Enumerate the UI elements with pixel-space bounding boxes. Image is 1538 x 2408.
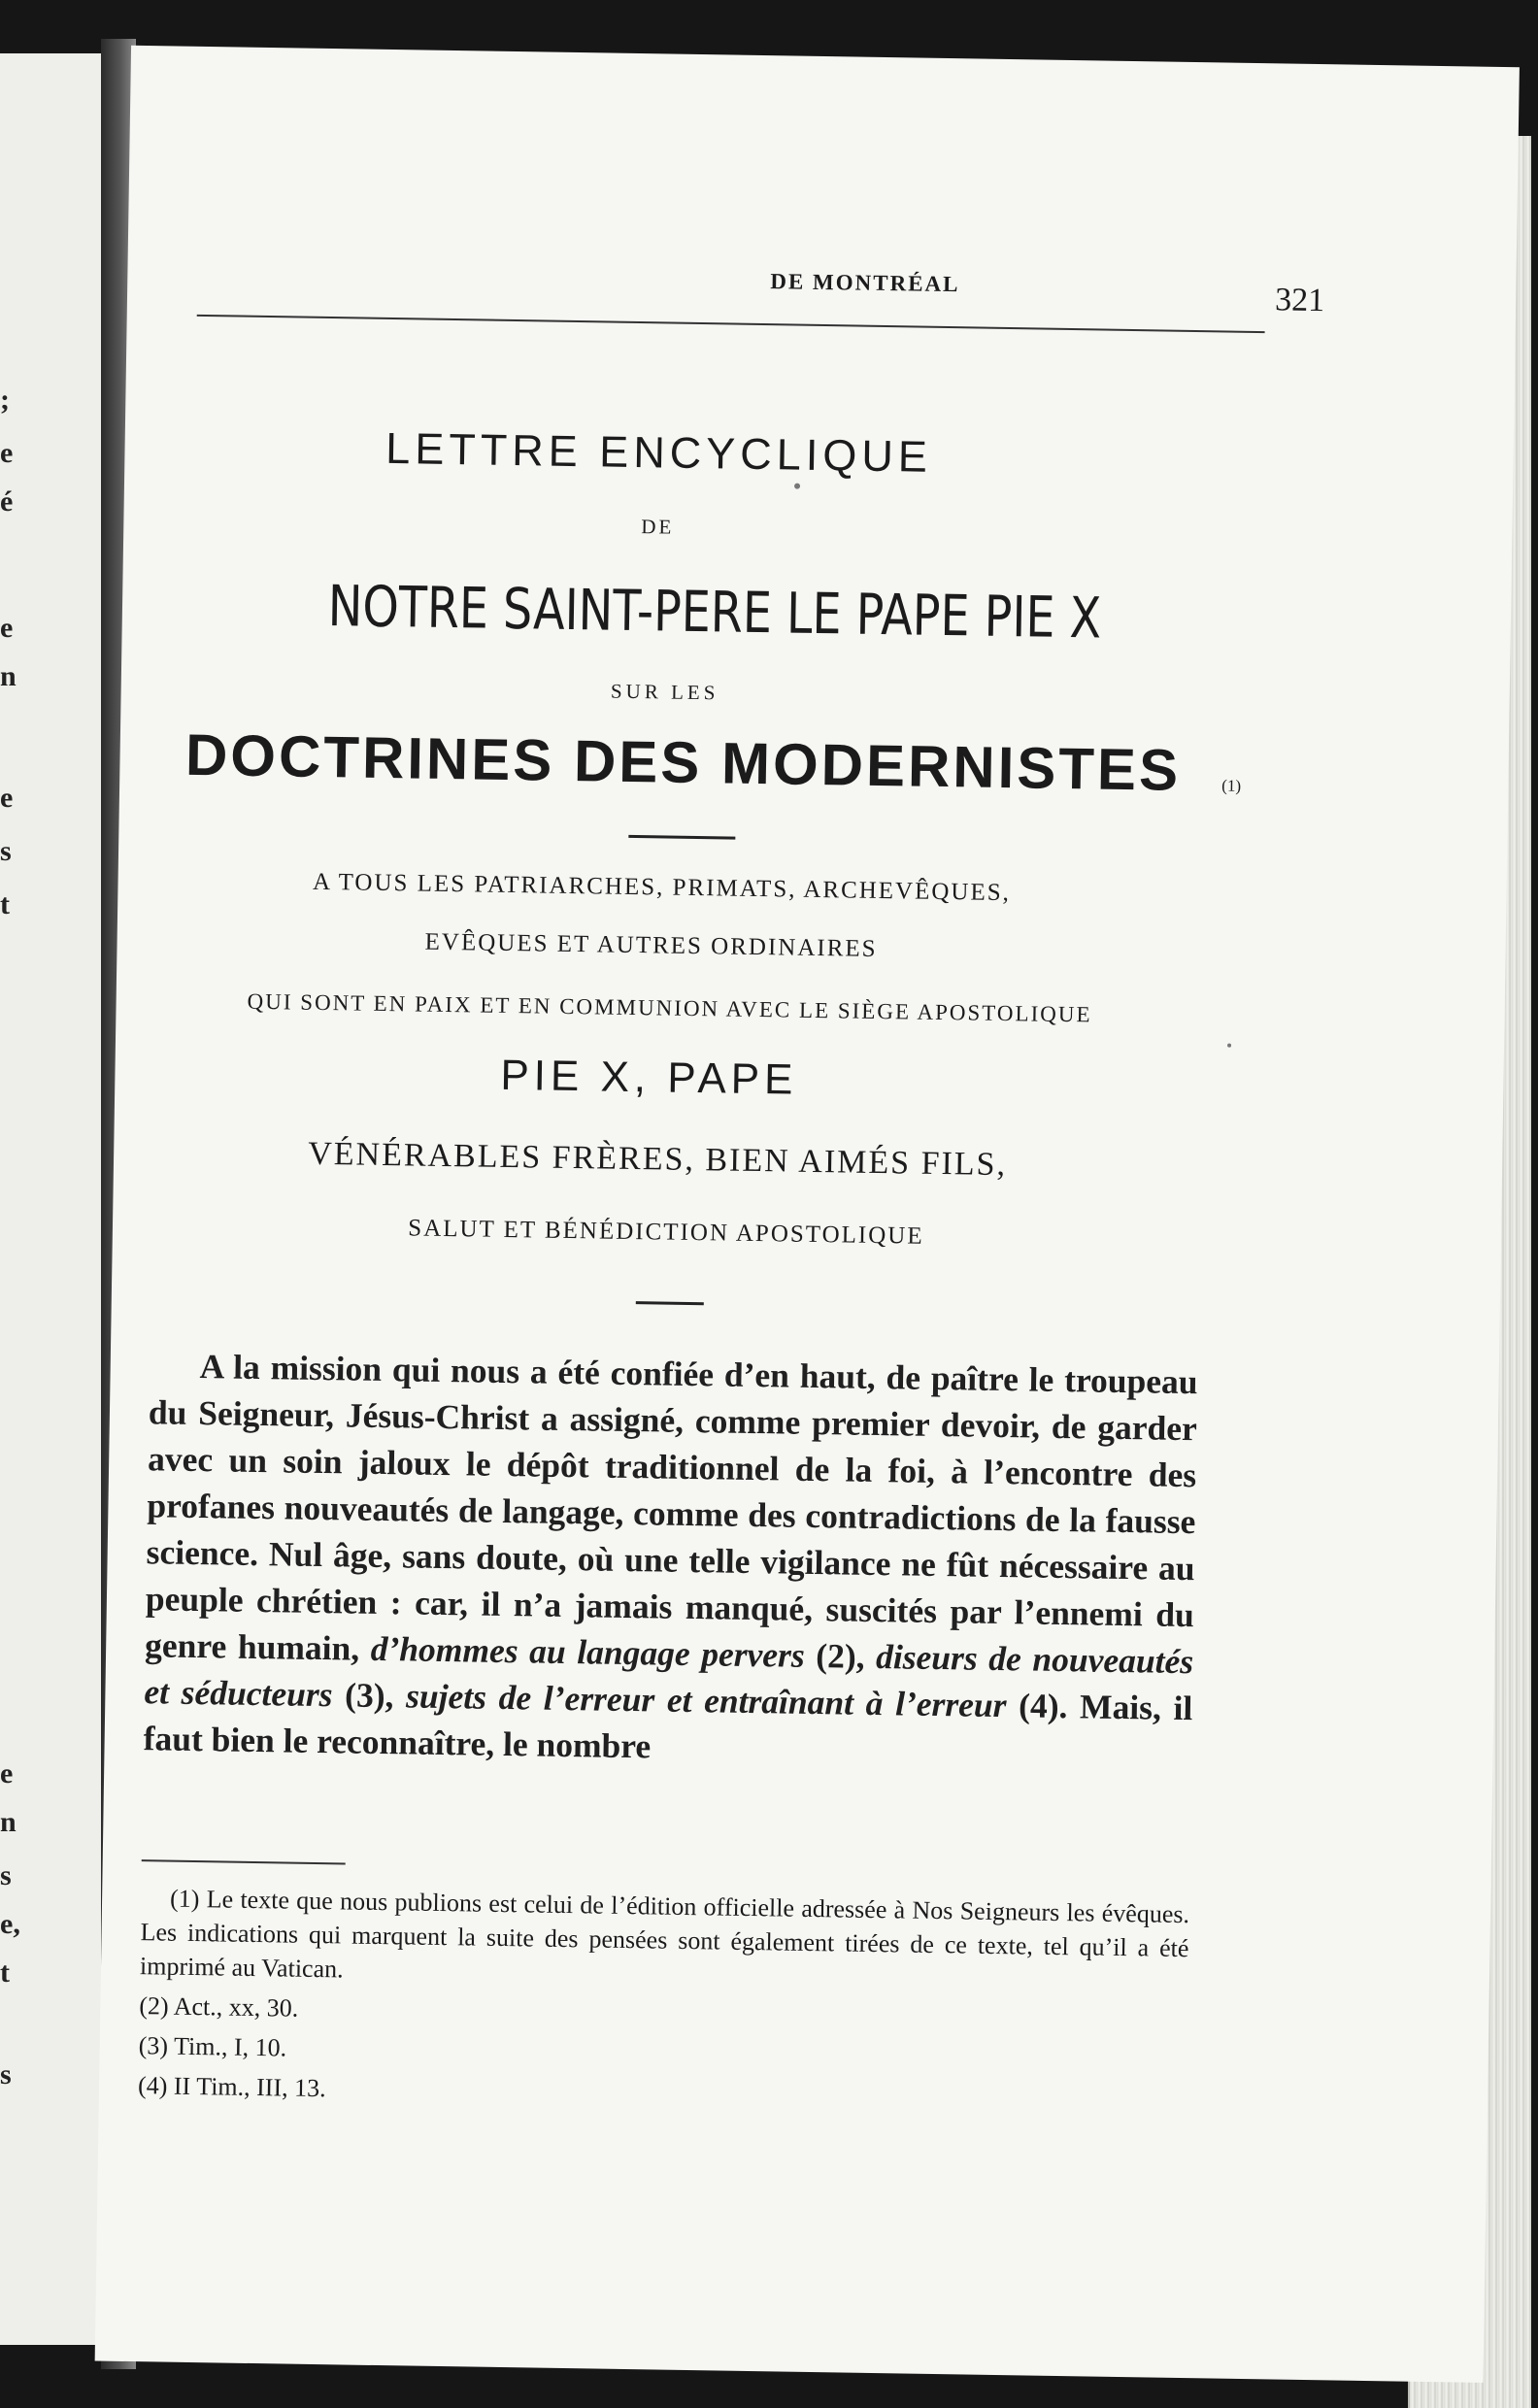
salutation-venerables: VÉNÉRABLES FRÈRES, BIEN AIMÉS FILS,	[307, 1135, 1008, 1184]
title-lettre-encyclique: LETTRE ENCYCLIQUE	[384, 422, 933, 482]
section-divider	[636, 1301, 704, 1305]
facing-page-char: s	[0, 1859, 12, 1891]
running-head: DE MONTRÉAL	[770, 269, 960, 297]
page-header	[197, 260, 1325, 345]
title-de: DE	[641, 515, 675, 539]
body-italic-quote: sujets de l’erreur et entraînant à l’erreur	[405, 1676, 1007, 1725]
facing-page-char: e	[0, 782, 14, 814]
facing-page-char: t	[0, 1956, 10, 1989]
title-divider	[628, 835, 735, 840]
facing-page-edge	[0, 53, 111, 2345]
address-line-2: EVÊQUES ET AUTRES ORDINAIRES	[424, 928, 878, 962]
body-paragraph	[143, 1342, 1198, 1778]
facing-page-char: s	[0, 835, 12, 867]
footnotes	[138, 1881, 1189, 2119]
dust-speck	[1227, 1044, 1231, 1048]
address-line-3: QUI SONT EN PAIX ET EN COMMUNION AVEC LE SIÈGE APOSTOLIQUE	[247, 988, 1092, 1027]
facing-page-char: e	[0, 612, 14, 644]
footnote-rule	[142, 1859, 346, 1864]
address-line-1: A TOUS LES PATRIARCHES, PRIMATS, ARCHEVÊQUES,	[312, 868, 1012, 907]
title-doctrines: DOCTRINES DES MODERNISTES	[184, 721, 1182, 803]
body-reference: (3),	[332, 1675, 407, 1716]
facing-page-char: t	[0, 888, 10, 920]
dust-speck	[794, 484, 800, 489]
header-rule	[197, 315, 1265, 333]
footnote-3: (3) Tim., I, 10.	[138, 2031, 287, 2062]
facing-page-char: e,	[0, 1908, 20, 1940]
facing-page-char: n	[0, 1806, 17, 1838]
salutation-blessing: SALUT ET BÉNÉDICTION APOSTOLIQUE	[408, 1215, 924, 1250]
body-italic-quote: d’hommes au langage pervers	[370, 1628, 806, 1675]
book-page	[95, 46, 1520, 2383]
facing-page-char: s	[0, 2058, 12, 2090]
facing-page-char: e	[0, 437, 14, 469]
body-text: (4). Mais, il faut bien le reconnaître, le nombre	[143, 1686, 1193, 1766]
facing-page-char: ;	[0, 384, 10, 416]
facing-page-char: é	[0, 485, 14, 518]
facing-page-char: e	[0, 1757, 14, 1789]
footnote-2: (2) Act., xx, 30.	[139, 1991, 299, 2023]
body-italic-quote: diseurs de nouveautés et séducteurs	[144, 1637, 1194, 1715]
footnote-4: (4) II Tim., III, 13.	[137, 2071, 326, 2103]
title-footnote-marker: (1)	[1221, 776, 1242, 795]
title-sur-les: SUR LES	[610, 679, 719, 705]
footnote-1: (1) Le texte que nous publions est celui de l’édition officielle adressée à Nos Seigneurs les évêques. Les indications qui marquent la suite des pensées sont également tirées de ce texte, tel qu’il a été imprimé au Vatican.	[139, 1884, 1190, 1984]
body-text: A la mission qui nous a été confiée d’en haut, de paître le troupeau du Seigneur, Jésus-Christ a assigné, comme premier devoir, de garder avec un soin jaloux le dépôt traditionnel de la foi, à l’encontre des profanes nouveautés de langage, comme des contradictions de la fausse science. Nul âge, sans doute, où une telle vigilance ne fût nécessaire au peuple chrétien : car, il n’a jamais manqué, suscités par l’ennemi du genre humain,	[144, 1347, 1198, 1668]
facing-page-char: n	[0, 660, 17, 692]
page-number: 321	[1274, 282, 1325, 319]
body-reference: (2),	[804, 1635, 877, 1677]
pope-signature: PIE X, PAPE	[500, 1051, 798, 1104]
title-pope-name: NOTRE SAINT-PERE LE PAPE PIE X	[327, 573, 1102, 652]
